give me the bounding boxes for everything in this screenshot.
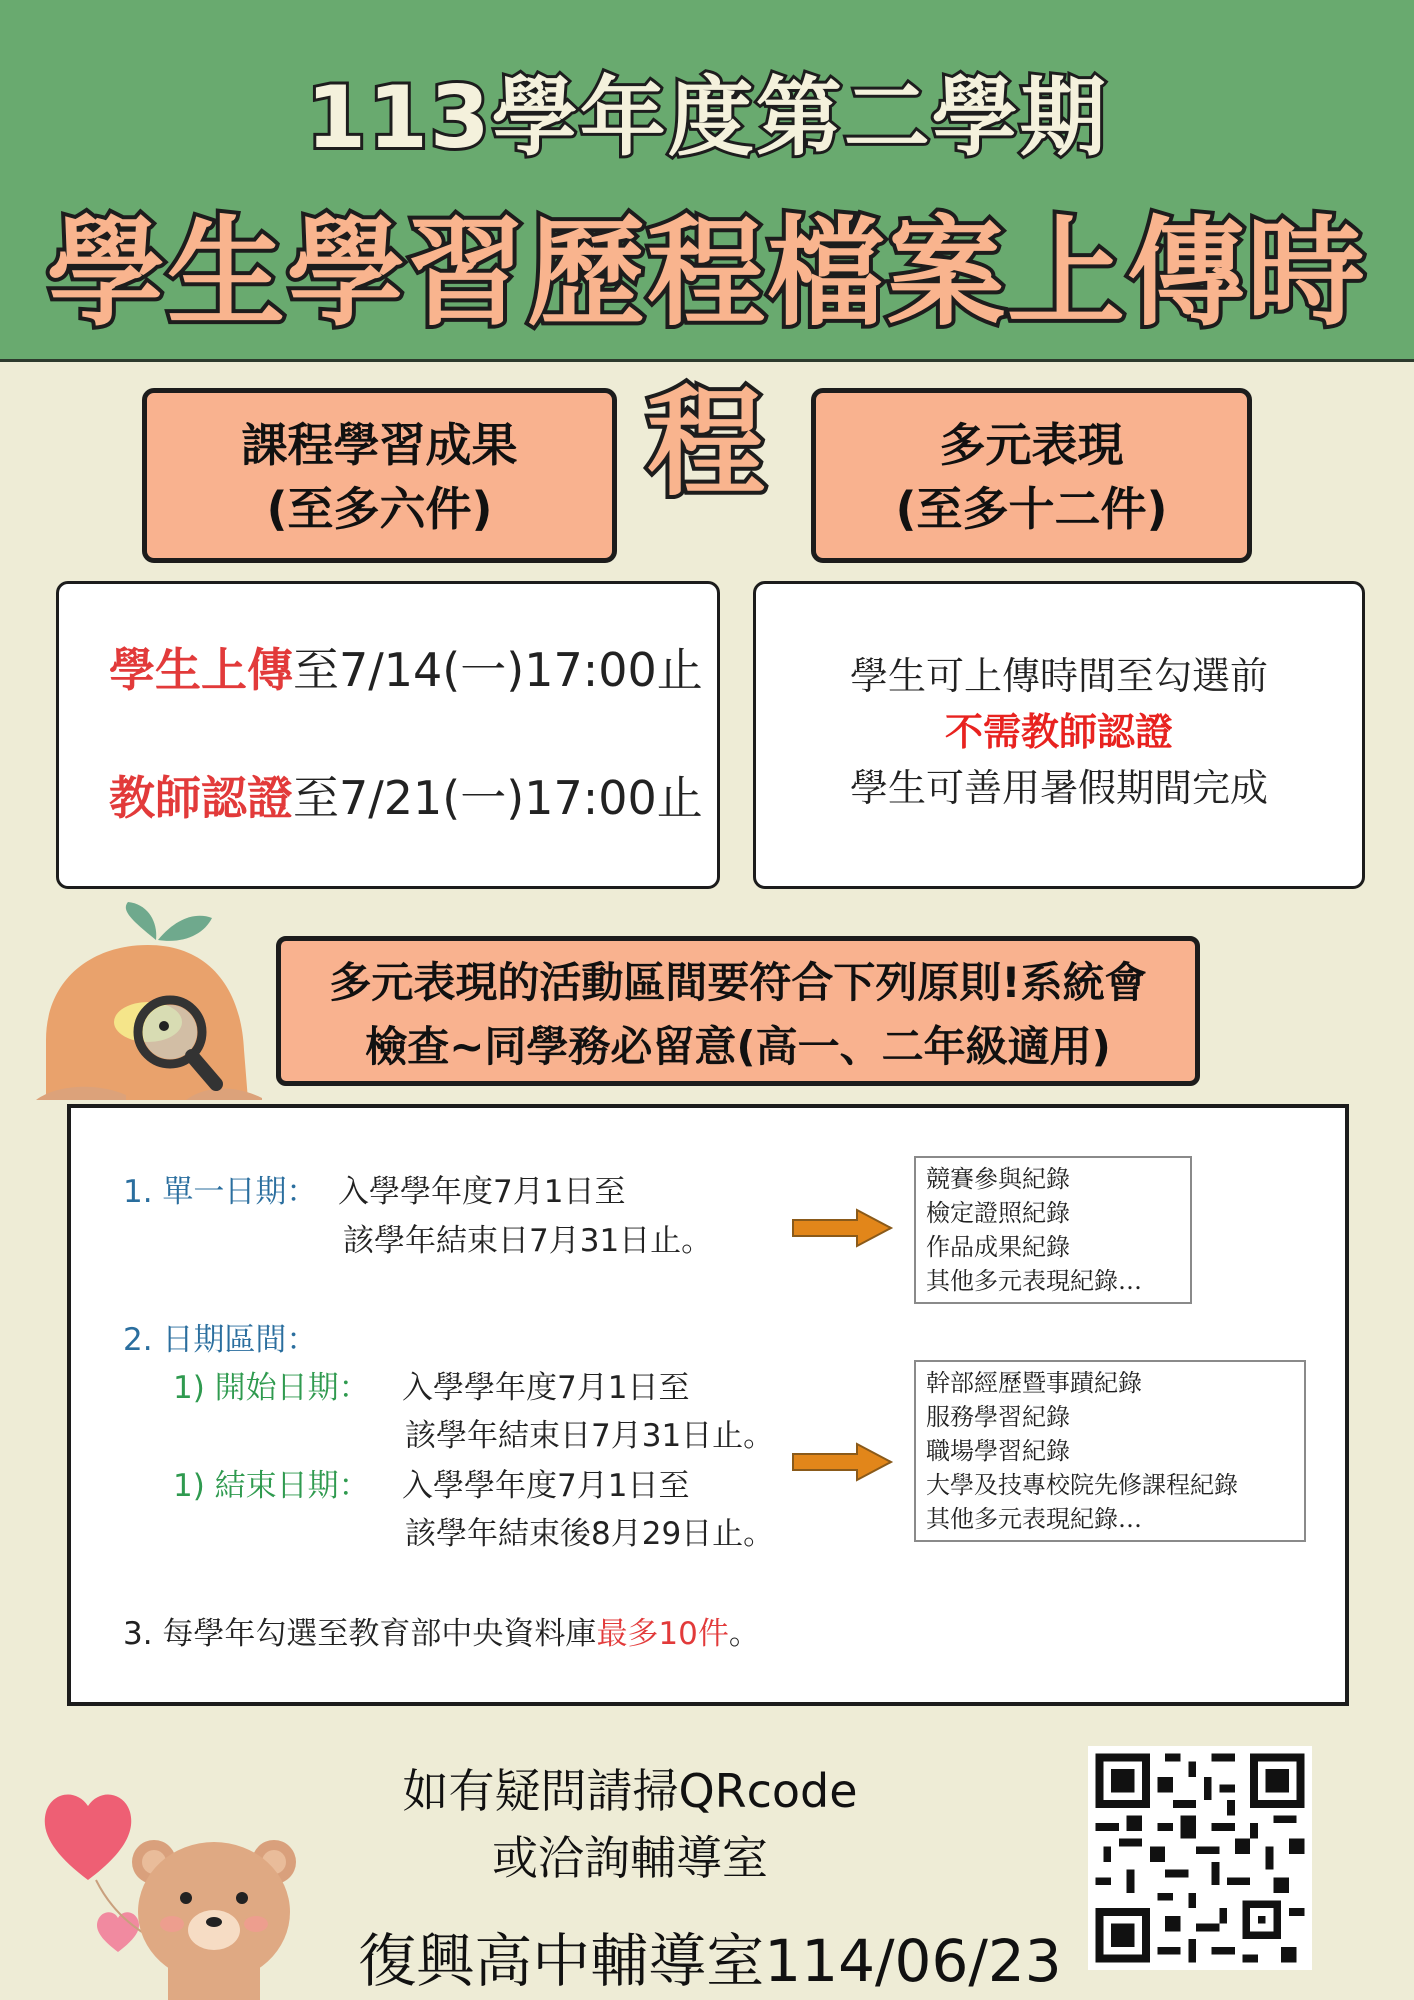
footer-signature: 復興高中輔導室114/06/23 (358, 1927, 1062, 1995)
rule3 (123, 1608, 760, 1653)
diverse-info-line2: 不需教師認證 (944, 710, 1173, 754)
single-item: 競賽參與紀錄 (926, 1165, 1070, 1193)
notice-line1: 多元表現的活動區間要符合下列原則!系統會 (329, 958, 1147, 1007)
title-semester: 113學年度第二學期 (306, 68, 1108, 168)
range-item: 其他多元表現紀錄… (926, 1505, 1142, 1533)
single-item: 其他多元表現紀錄… (926, 1267, 1142, 1295)
diverse-category-name: 多元表現 (939, 418, 1124, 472)
rule2-end-text2: 該學年結束後8月29日止。 (405, 1516, 775, 1552)
diverse-category-limit: (至多十二件) (895, 482, 1168, 536)
rule3-prefix: 3. 每學年勾選至教育部中央資料庫 (123, 1616, 597, 1652)
rule1-text1: 入學學年度7月1日至 (338, 1174, 626, 1210)
rule3-highlight: 最多10件 (596, 1616, 729, 1652)
course-category-limit: (至多六件) (266, 482, 493, 536)
rule2-start-text1: 入學學年度7月1日至 (402, 1370, 690, 1406)
rule2-start-text2: 該學年結束日7月31日止。 (405, 1418, 775, 1454)
arrow-right-icon (791, 1442, 895, 1482)
rule2-label: 2. 日期區間： (123, 1322, 318, 1358)
mascot-magnifier-icon (36, 900, 262, 1100)
notice-line2: 檢查~同學務必留意(高一、二年級適用) (365, 1022, 1111, 1071)
single-item: 檢定證照紀錄 (926, 1199, 1070, 1227)
rule2-start-label: 1) 開始日期： (173, 1370, 370, 1406)
diverse-info-line3: 學生可善用暑假期間完成 (849, 766, 1268, 810)
rules-box (67, 1104, 1349, 1706)
teacher-certify-deadline (109, 762, 703, 828)
course-category-name: 課程學習成果 (241, 418, 518, 472)
student-upload-deadline (109, 634, 703, 700)
date-range-list (914, 1360, 1306, 1542)
range-item: 幹部經歷暨事蹟紀錄 (926, 1369, 1142, 1397)
course-category-box (142, 388, 617, 563)
diverse-info-line1: 學生可上傳時間至勾選前 (849, 654, 1268, 698)
diverse-category-box (811, 388, 1252, 563)
student-upload-label: 學生上傳 (109, 643, 293, 697)
rule2-end-label: 1) 結束日期： (173, 1468, 370, 1504)
notice-box (276, 936, 1200, 1086)
footer-qr-prompt: 如有疑問請掃QRcode (402, 1764, 858, 1818)
teacher-certify-label: 教師認證 (109, 771, 293, 825)
course-deadline-box (56, 581, 720, 889)
qr-code[interactable] (1088, 1746, 1312, 1970)
rule1-label: 1. 單一日期： (123, 1174, 318, 1210)
student-upload-date: 至7/14(一)17:00止 (293, 643, 703, 697)
diverse-info-box (753, 581, 1365, 889)
rule1-text2: 該學年結束日7月31日止。 (343, 1223, 713, 1259)
single-item: 作品成果紀錄 (926, 1233, 1070, 1261)
range-item: 職場學習紀錄 (926, 1437, 1070, 1465)
range-item: 服務學習紀錄 (926, 1403, 1070, 1431)
title-main: 學生學習歷程檔案上傳時程 (46, 204, 1367, 512)
arrow-right-icon (791, 1208, 895, 1248)
footer-contact: 或洽詢輔導室 (492, 1831, 768, 1885)
heart-bear-icon (36, 1770, 316, 2000)
single-date-list (914, 1156, 1192, 1304)
range-item: 大學及技專校院先修課程紀錄 (926, 1471, 1238, 1499)
rule3-suffix: 。 (728, 1616, 760, 1652)
rule2-end-text1: 入學學年度7月1日至 (402, 1468, 690, 1504)
teacher-certify-date: 至7/21(一)17:00止 (293, 771, 703, 825)
